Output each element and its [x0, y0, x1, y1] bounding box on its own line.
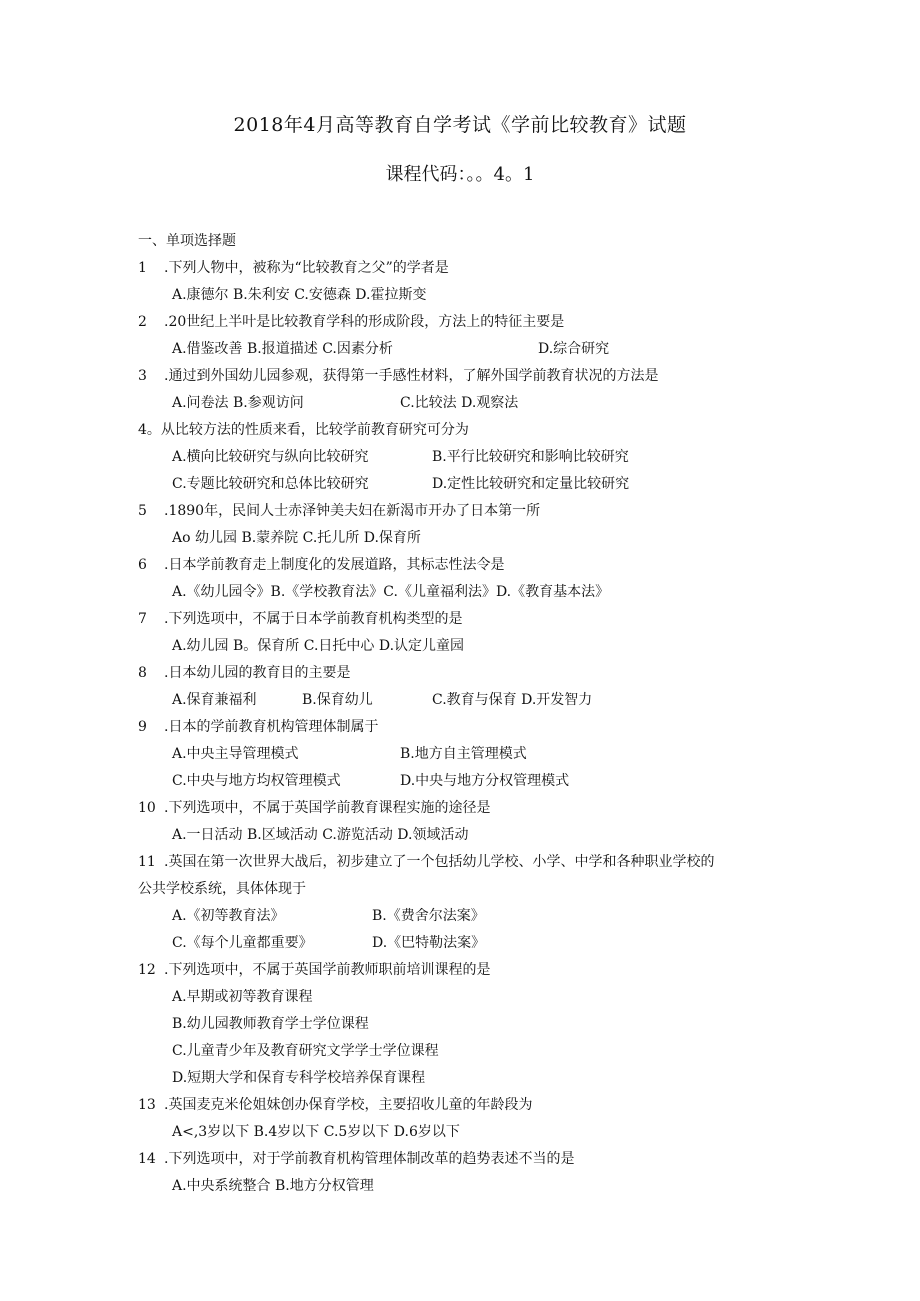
- question-1-options: A.康德尔 B.朱利安 C.安德森 D.霍拉斯变: [172, 287, 427, 303]
- question-4: 4。从比较方法的性质来看，比较学前教育研究可分为: [138, 422, 469, 438]
- question-number: 5: [138, 503, 147, 519]
- question-11-continuation: 公共学校系统，具体体现于: [138, 881, 306, 897]
- question-4-options-row-1: [138, 444, 798, 471]
- question-text: .20世纪上半叶是比较教育学科的形成阶段，方法上的特征主要是: [164, 314, 565, 330]
- question-text: .日本幼儿园的教育目的主要是: [164, 665, 351, 681]
- question-12-option-a: A.早期或初等教育课程: [172, 989, 313, 1005]
- question-7-options: A.幼儿园 B。保育所 C.日托中心 D.认定儿童园: [172, 638, 465, 654]
- question-7: [138, 606, 798, 633]
- option-d: D.中央与地方分权管理模式: [400, 773, 570, 789]
- question-8-options: [138, 687, 798, 714]
- option-c: C.《每个儿童都重要》: [172, 935, 313, 951]
- question-14: [138, 1146, 798, 1173]
- question-12: [138, 957, 798, 984]
- question-number: 2: [138, 314, 147, 330]
- option-group-a: A.借鉴改善 B.报道描述 C.因素分析: [172, 341, 393, 357]
- question-text: .日本学前教育走上制度化的发展道路，其标志性法令是: [164, 557, 505, 573]
- question-text: .下列选项中，不属于日本学前教育机构类型的是: [164, 611, 463, 627]
- question-number: 10: [138, 800, 156, 816]
- question-list: [138, 228, 798, 1200]
- question-6: [138, 552, 798, 579]
- question-text: .1890年，民间人士赤泽钟美夫妇在新渴市开办了日本第一所: [164, 503, 541, 519]
- question-text: .英国在第一次世界大战后，初步建立了一个包括幼儿学校、小学、中学和各种职业学校的: [164, 854, 715, 870]
- question-12-option-c: C.儿童青少年及教育研究文学学士学位课程: [172, 1043, 439, 1059]
- question-text: .通过到外国幼儿园参观，获得第一手感性材料，了解外国学前教育状况的方法是: [164, 368, 659, 384]
- exam-title: 2018年4月高等教育自学考试《学前比较教育》试题: [233, 114, 687, 136]
- question-11: [138, 849, 798, 876]
- option-a: A.保育兼福利: [172, 692, 257, 708]
- question-5: [138, 498, 798, 525]
- question-text: .下列人物中，被称为“比较教育之父”的学者是: [164, 260, 449, 276]
- question-number: 3: [138, 368, 147, 384]
- question-12-option-d: D.短期大学和保育专科学校培养保育课程: [172, 1070, 426, 1086]
- option-b: B.《费舍尔法案》: [372, 908, 485, 924]
- question-number: 11: [138, 854, 156, 870]
- option-group-cd: C.教育与保育 D.开发智力: [432, 692, 593, 708]
- question-11-options-row-1: [138, 903, 798, 930]
- question-text: .日本的学前教育机构管理体制属于: [164, 719, 379, 735]
- question-10-options: A.一日活动 B.区域活动 C.游览活动 D.领域活动: [172, 827, 469, 843]
- question-4-options-row-2: [138, 471, 798, 498]
- option-a: A.横向比较研究与纵向比较研究: [172, 449, 369, 465]
- question-13-options: A<,3岁以下 B.4岁以下 C.5岁以下 D.6岁以下: [172, 1124, 460, 1140]
- question-number: 9: [138, 719, 147, 735]
- question-3-options: [138, 390, 798, 417]
- question-number: 12: [138, 962, 156, 978]
- option-d: D.《巴特勒法案》: [372, 935, 486, 951]
- question-text: .下列选项中，对于学前教育机构管理体制改革的趋势表述不当的是: [164, 1151, 575, 1167]
- question-text: .下列选项中，不属于英国学前教育课程实施的途径是: [164, 800, 491, 816]
- question-6-options: A.《幼儿园令》B.《学校教育法》C.《儿童福利法》D.《教育基本法》: [172, 584, 610, 600]
- question-9-options-row-1: [138, 741, 798, 768]
- question-number: 13: [138, 1097, 156, 1113]
- question-number: 7: [138, 611, 147, 627]
- question-number: 6: [138, 557, 147, 573]
- question-8: [138, 660, 798, 687]
- option-c: C.专题比较研究和总体比较研究: [172, 476, 369, 492]
- question-11-options-row-2: [138, 930, 798, 957]
- question-text: .下列选项中，不属于英国学前教师职前培训课程的是: [164, 962, 491, 978]
- option-d: D.定性比较研究和定量比较研究: [432, 476, 630, 492]
- question-text: .英国麦克米伦姐妹创办保育学校，主要招收儿童的年龄段为: [164, 1097, 533, 1113]
- question-12-option-b: B.幼儿园教师教育学士学位课程: [172, 1016, 369, 1032]
- option-group-b: C.比较法 D.观察法: [400, 395, 519, 411]
- option-group-b: D.综合研究: [538, 341, 610, 357]
- question-number: 14: [138, 1151, 156, 1167]
- option-b: B.地方自主管理模式: [400, 746, 527, 762]
- question-1: [138, 255, 798, 282]
- question-3: [138, 363, 798, 390]
- question-number: 8: [138, 665, 147, 681]
- question-14-options: A.中央系统整合 B.地方分权管理: [172, 1178, 374, 1194]
- option-group-a: A.问卷法 B.参观访问: [172, 395, 304, 411]
- question-number: 1: [138, 260, 147, 276]
- course-code: 课程代码：。。4。1: [385, 164, 535, 185]
- option-b: B.平行比较研究和影响比较研究: [432, 449, 629, 465]
- question-13: [138, 1092, 798, 1119]
- option-c: C.中央与地方均权管理模式: [172, 773, 341, 789]
- question-5-options: Ao 幼儿园 B.蒙养院 C.托儿所 D.保育所: [172, 530, 421, 546]
- option-a: A.《初等教育法》: [172, 908, 285, 924]
- option-a: A.中央主导管理模式: [172, 746, 299, 762]
- option-b: B.保育幼儿: [302, 692, 373, 708]
- question-10: [138, 795, 798, 822]
- question-2: [138, 309, 798, 336]
- section-title: 一、单项选择题: [138, 233, 236, 249]
- question-9-options-row-2: [138, 768, 798, 795]
- question-2-options: [138, 336, 798, 363]
- question-9: [138, 714, 798, 741]
